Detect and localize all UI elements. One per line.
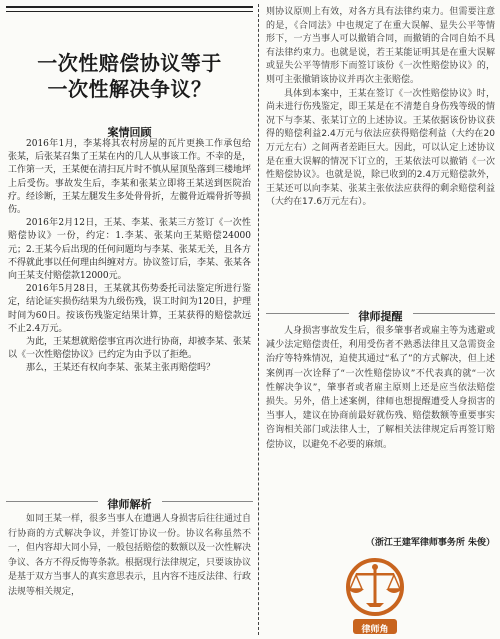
reminder-paragraph: 人身损害事故发生后，很多肇事者或雇主等为逃避或减少法定赔偿责任，利用受伤者不熟悉法律且又急需资金治疗等特殊情况，迫使其通过“私了”的方式解决，但上述案例再一次诠释了“一次性赔偿协议”不代表真的就“一次性解决争议”，肇事者或者雇主原则上还是应当依法赔偿损失。另外，借上述案例，律师也想提醒遭受人身损害的当事人，建议在协商前最好就伤残、赔偿数额等重要事实咨询相关部门或法律人士，了解相关法律规定后再签订赔偿协议，以避免不必要的麻烦。 (266, 326, 495, 450)
case-review-body (8, 138, 251, 376)
author-byline: （浙江王建军律师事务所 朱俊） (365, 538, 495, 548)
lawyer-reminder-heading-text: 律师提醒 (349, 308, 413, 324)
case-paragraph: 2016年5月28日，王某就其伤势委托司法鉴定所进行鉴定，结论证实损伤结果为九级伤残，误工时间为120日，护理时间为60日。按该伤残鉴定结果计算，王某获得的赔偿款远不止2.4万元。 (8, 284, 251, 334)
lawyer-analysis-heading-text: 律师解析 (98, 496, 162, 512)
case-paragraph: 2016年2月12日，王某、李某、张某三方签订《一次性赔偿协议》一份，约定：1.李某、张某向王某赔偿24000元；2.王某今后出现的任何问题均与李某、张某无关，且各方不得就此事以任何理由纠缠对方。协议签订后，李某、张某各向王某支付赔偿款12000元。 (8, 218, 252, 282)
lawyer-reminder-heading (266, 305, 495, 324)
top-rule (6, 6, 253, 12)
case-paragraph: 2016年1月，李某将其农村房屋的瓦片更换工作承包给张某，后张某召集了王某在内的几人从事该工作。不幸的是，工作第一天，王某便在清扫瓦片时不慎从屋顶坠落到三楼地坪上后受伤。事故发生后，李某和张某立即将王某送到医院治疗。经诊断，王某左腿发生多处骨骨折，左髋骨近端骨折等损伤。 (8, 139, 252, 216)
case-paragraph: 那么，王某还有权向李某、张某主张再赔偿吗？ (26, 363, 216, 374)
page-title (6, 50, 253, 102)
lawyer-analysis-body (8, 512, 251, 600)
column-divider (258, 4, 259, 635)
lawyer-reminder-body (266, 324, 495, 452)
headline-line-1: 一次性赔偿协议等于 (37, 51, 222, 75)
case-review-heading: 案情回顾 (107, 126, 152, 139)
case-paragraph: 为此，王某想就赔偿事宜再次进行协商，却被李某、张某以《一次性赔偿协议》已约定为由予以了拒绝。 (8, 337, 252, 361)
lawyer-analysis-heading (6, 493, 253, 512)
analysis-paragraph: 具体到本案中，王某在签订《一次性赔偿协议》时，尚未进行伤残鉴定，即王某是在不清楚自身伤残等级的情况下与李某、张某订立的上述协议。王某依据该份协议获得的赔偿利益2.4万元与依法应获得赔偿利益（大约在20万元左右）之间两者差距巨大。因此，可以认定上述协议是在重大误解的情况下订立的，王某依法可以撤销《一次性赔偿协议》。也就是说，除已收到的2.4万元赔偿款外，王某还可以向李某、张某主张依法应获得的剩余赔偿利益（大约在17.6万元左右）。 (266, 88, 495, 208)
right-column (266, 0, 495, 639)
analysis-continued-body (266, 6, 495, 210)
analysis-paragraph: 则协议原则上有效，对各方具有法律约束力。但需要注意的是，《合同法》中也规定了在重大误解、显失公平等情形下，一方当事人可以撤销合同，而撤销的合同自始不具有法律约束力。也就是说，若王某能证明其是在重大误解或显失公平等情形下而签订该份《一次性赔偿协议》的，则可主张撤销该协议并再次主张赔偿。 (266, 7, 495, 85)
analysis-paragraph: 如同王某一样，很多当事人在遭遇人身损害后往往通过自行协商的方式解决争议，并签订协议一份。协议名称虽然不一，但内容却大同小异，一般包括赔偿的数额以及一次性解决争议、各方不得反悔等条款。根据现行法律规定，只要该协议是基于双方当事人的真实意思表示，且内容不违反法律、行政法规等相关规定， (8, 514, 252, 597)
headline-line-2: 一次性解决争议？ (47, 77, 212, 101)
logo-caption: 律师角 (361, 625, 389, 635)
